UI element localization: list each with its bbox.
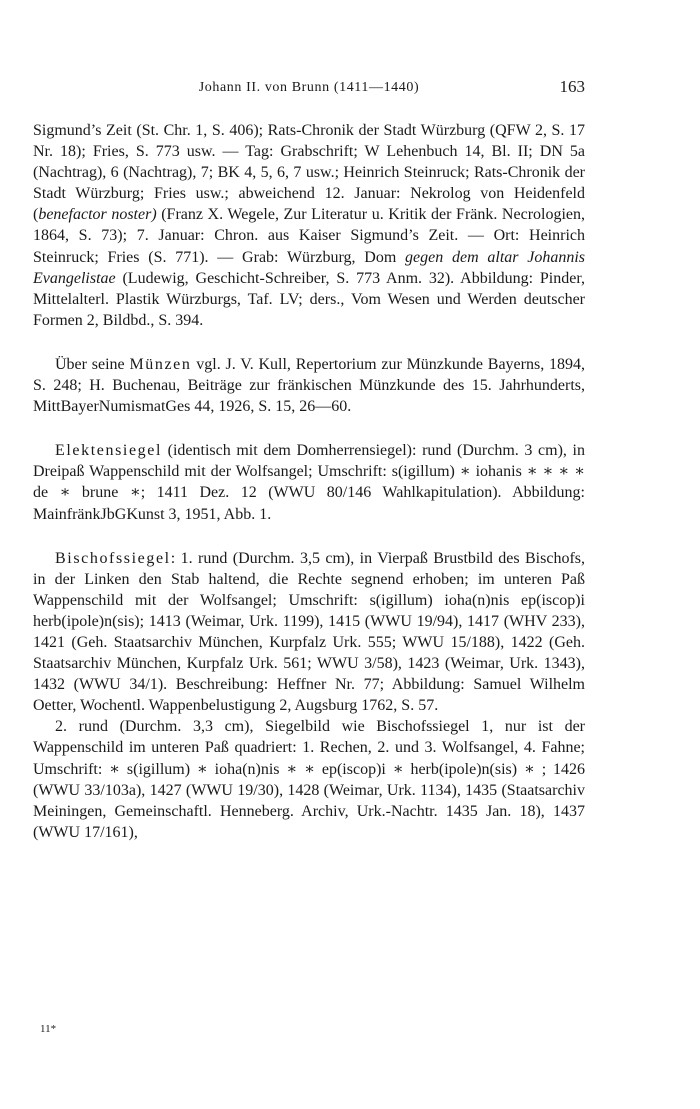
text-segment: Elektensiegel	[55, 442, 162, 460]
text-segment: (identisch mit dem Domherrensiegel): rund (Durchm. 3 cm), in Dreipaß Wappenschild mit der Wolfsangel; Umschrift: s(igillum) ∗ iohanis ∗ ∗ ∗ ∗ de ∗ brune ∗; 1411 Dez. 12 (WWU 80/146 Wahlkapitulation). Abbildung: MainfränkJbGKunst 3, 1951, Abb. 1.	[33, 442, 585, 523]
page-number: 163	[559, 77, 585, 96]
text-segment: Über seine	[55, 355, 130, 373]
paragraph-bishop-seal-2	[33, 716, 585, 843]
paragraph-gap	[33, 331, 585, 354]
paragraph-gap	[33, 417, 585, 440]
paragraph-burial-details	[33, 120, 585, 331]
text-segment: gegen dem altar Johannis Evangelistae	[33, 248, 586, 287]
body-text	[33, 120, 585, 843]
text-segment: Bischofssiegel	[55, 549, 171, 567]
text-segment: vgl. J. V. Kull, Repertorium zur Münzkunde Bayerns, 1894, S. 248; H. Buchenau, Beiträge zur fränkischen Münzkunde des 15. Jahrhunderts, MittBayerNumismatGes 44, 1926, S. 15, 26—60.	[33, 355, 586, 416]
paragraph-bishop-seal-1	[33, 548, 585, 717]
paragraph-gap	[33, 525, 585, 548]
text-segment: Sigmund’s Zeit (St. Chr. 1, S. 406); Rats-Chronik der Stadt Würzburg (QFW 2, S. 17 Nr. 18); Fries, S. 773 usw. — Tag: Grabschrift; W Lehenbuch 14, Bl. II; DN 5a (Nachtrag), 6 (Nachtrag), 7; BK 4, 5, 6, 7 usw.; Heinrich Steinruck; Rats-Chronik der Stadt Würzburg; Fries usw.; abweichend 12. Januar: Nekrolog von Heidenfeld (	[33, 122, 585, 224]
signature-mark: 11*	[40, 1023, 57, 1035]
text-segment: : 1. rund (Durchm. 3,5 cm), in Vierpaß Brustbild des Bischofs, in der Linken den Stab haltend, die Rechte segnend erhoben; im unteren Paß Wappenschild mit der Wolfsangel; Umschrift: s(igillum) ioha(n)nis ep(iscop)i herb(ipole)n(sis); 1413 (Weimar, Urk. 1199), 1415 (WWU 19/94), 1417 (WHV 233), 1421 (Geh. Staatsarchiv München, Kurpfalz Urk. 555; WWU 15/188), 1422 (Geh. Staatsarchiv München, Kurpfalz Urk. 561; WWU 3/58), 1423 (Weimar, Urk. 1343), 1432 (WWU 34/1). Beschreibung: Heffner Nr. 77; Abbildung: Samuel Wilhelm Oetter, Wochentl. Wappenbelustigung 2, Augsburg 1762, S. 57.	[33, 549, 585, 715]
text-segment: 2. rund (Durchm. 3,3 cm), Siegelbild wie Bischofssiegel 1, nur ist der Wappenschild im unteren Paß quadriert: 1. Rechen, 2. und 3. Wolfsangel, 4. Fahne; Umschrift: ∗ s(igillum) ∗ ioha(n)nis ∗ ∗ ep(iscop)i ∗ herb(ipole)n(sis) ∗ ; 1426 (WWU 33/103a), 1427 (WWU 19/30), 1428 (Weimar, Urk. 1134), 1435 (Staatsarchiv Meiningen, Gemeinschaftl. Henneberg. Archiv, Urk.-Nachtr. 1435 Jan. 18), 1437 (WWU 17/161),	[33, 718, 585, 841]
page-header	[33, 77, 585, 104]
paragraph-coins	[33, 354, 585, 417]
text-segment: benefactor noster)	[38, 206, 157, 224]
text-segment: Münzen	[129, 355, 192, 373]
running-title: Johann II. von Brunn (1411—1440)	[198, 80, 420, 95]
text-segment: (Franz X. Wegele, Zur Literatur u. Kritik der Fränk. Necrologien, 1864, S. 73); 7. Januar: Chron. aus Kaiser Sigmund’s Zeit. — Ort: Heinrich Steinruck; Fries (S. 771). — Grab: Würzburg, Dom	[33, 206, 586, 266]
paragraph-elect-seal	[33, 440, 585, 524]
text-segment: (Ludewig, Geschicht-Schreiber, S. 773 Anm. 32). Abbildung: Pinder, Mittelalterl. Plastik Würzburgs, Taf. LV; ders., Vom Wesen und Werden deutscher Formen 2, Bildbd., S. 394.	[33, 269, 585, 329]
